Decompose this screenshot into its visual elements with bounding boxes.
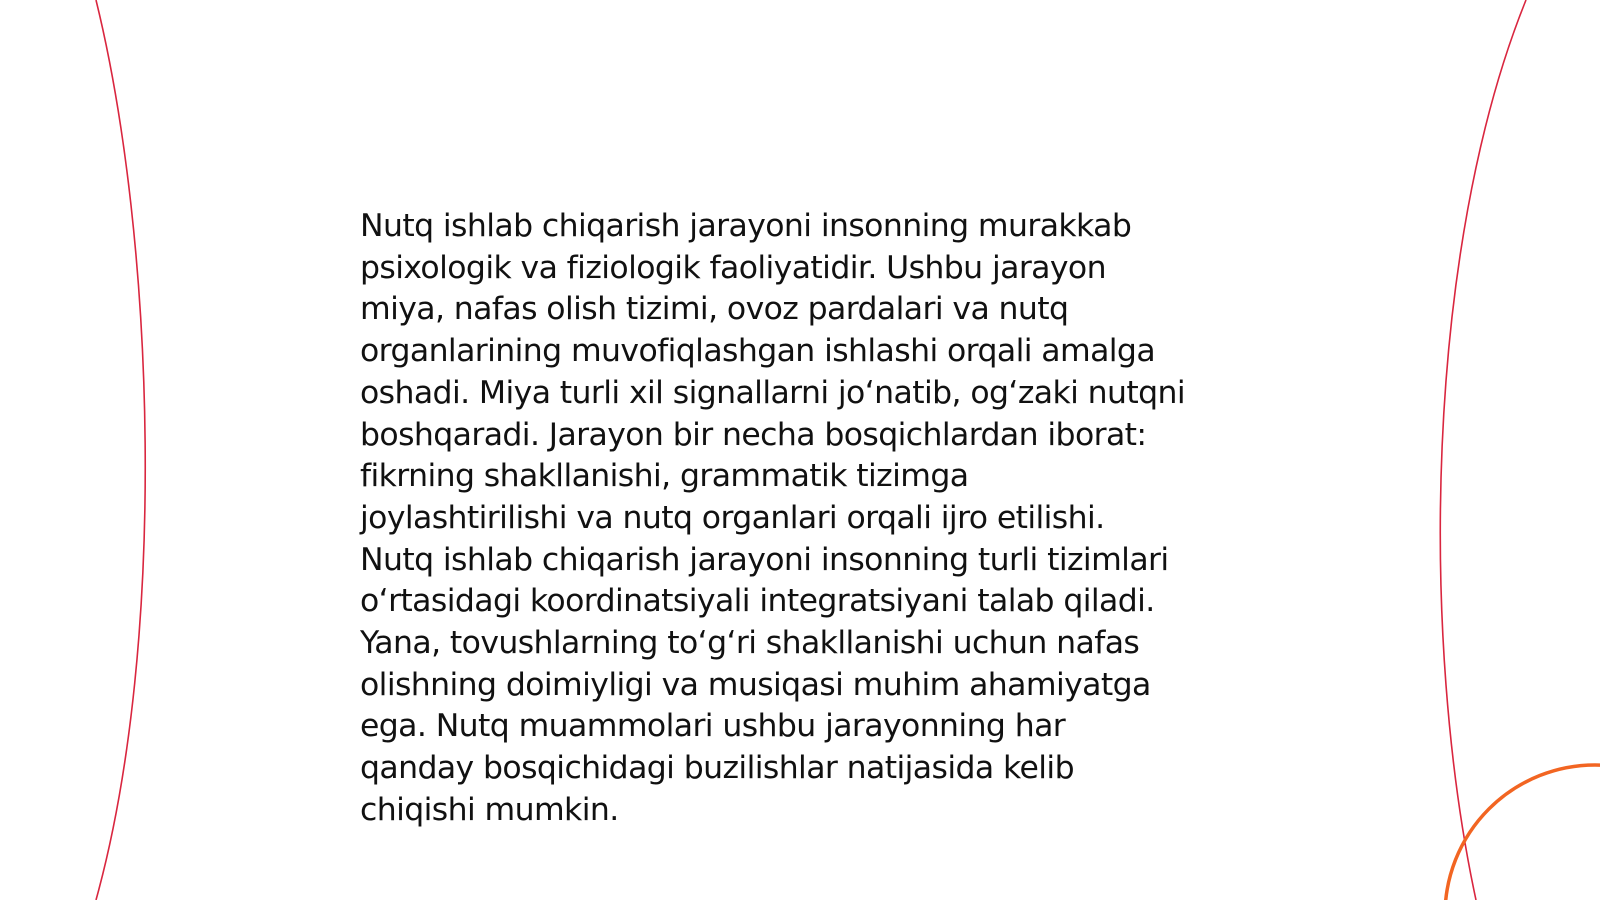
right-curve-line	[1440, 0, 1526, 900]
accent-circle	[1445, 765, 1600, 900]
left-curve-line	[96, 0, 145, 900]
body-paragraph: Nutq ishlab chiqarish jarayoni insonning murakkab psixologik va fiziologik faoliyatidir. Ushbu jarayon miya, nafas olish tizimi, ovoz pardalari va nutq organlarining muvofiqlashgan ishlashi orqali amalga oshadi. Miya turli xil signallarni joʻnatib, ogʻzaki nutqni boshqaradi. Jarayon bir necha bosqichlardan iborat: fikrning shakllanishi, grammatik tizimga joylashtirilishi va nutq organlari orqali ijro etilishi. Nutq ishlab chiqarish jarayoni insonning turli tizimlari oʻrtasidagi koordinatsiyali integratsiyani talab qiladi. Yana, tovushlarning toʻgʻri shakllanishi uchun nafas olishning doimiyligi va musiqasi muhim ahamiyatga ega. Nutq muammolari ushbu jarayonning har qanday bosqichidagi buzilishlar natijasida kelib chiqishi mumkin.	[360, 208, 1186, 828]
